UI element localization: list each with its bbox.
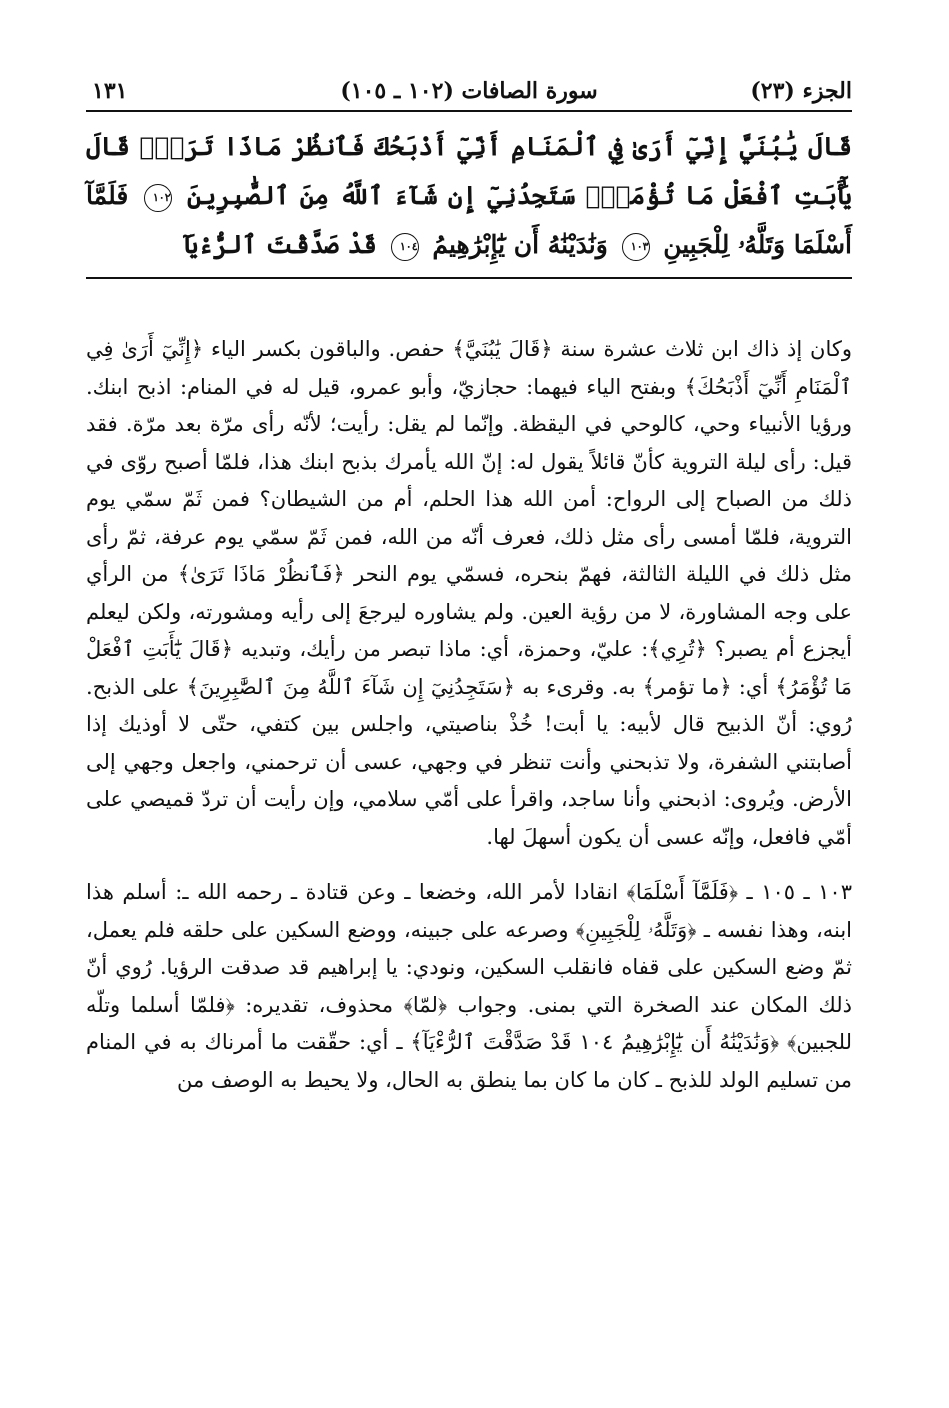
commentary-paragraph: ١٠٣ ـ ١٠٥ ـ ﴿فَلَمَّآ أَسْلَمَا﴾ انقادا لأمر الله، وخضعا ـ وعن قتادة ـ رحمه الله ـ: أسلم هذا ابنه، وهذا نفسه ـ ﴿وَتَلَّهُۥ لِلْجَبِينِ﴾ وصرعه على جبينه، ووضع السكين على حلقه فلم يعمل، ثمّ وضع السكين على قفاه فانقلب السكين، ونودي: يا إبراهيم قد صدقت الرؤيا. رُوي أنّ ذلك المكان عند الصخرة التي بمنى. وجواب ﴿لمّا﴾ محذوف، تقديره: ﴿فلمّا أسلما وتلّه للجبين﴾ ﴿وَنَٰدَيْنَٰهُ أَن يَٰٓإِبْرَٰهِيمُ ١٠٤ قَدْ صَدَّقْتَ ٱلرُّءْيَآ﴾ ـ أي: حقّقت ما أمرناك به في المنام من تسليم الولد للذبح ـ كان ما كان بما ينطق به الحال، ولا يحيط به الوصف من bbox=[86, 880, 852, 1092]
page-number: ١٣١ bbox=[92, 78, 128, 104]
page bbox=[86, 68, 852, 1099]
commentary-paragraph: وكان إذ ذاك ابن ثلاث عشرة سنة ﴿قَالَ يَٰبُنَيَّ﴾ حفص. والباقون بكسر الياء ﴿إِنِّيٓ أَرَىٰ فِي ٱلْمَنَامِ أَنِّيٓ أَذْبَحُكَ﴾ وبفتح الياء فيهما: حجازيّ، وأبو عمرو، قيل له في المنام: اذبح ابنك. ورؤيا الأنبياء وحي، كالوحي في اليقظة. وإنّما لم يقل: رأيت؛ لأنّه رأى مرّة بعد مرّة. فقد قيل: رأى ليلة التروية كأنّ قائلاً يقول له: إنّ الله يأمرك بذبح ابنك هذا، فلمّا أصبح روّى في ذلك من الصباح إلى الرواح: أمن الله هذا الحلم، أم من الشيطان؟ فمن ثَمّ سمّي يوم التروية، فلمّا أمسى رأى مثل ذلك، فعرف أنّه من الله، فمن ثَمّ سمّي يوم عرفة، ثمّ رأى مثل ذلك في الليلة الثالثة، فهمّ بنحره، فسمّي يوم النحر ﴿فَٱنظُرْ مَاذَا تَرَىٰ﴾ من الرأي على وجه المشاورة، لا من رؤية العين. ولم يشاوره ليرجعَ إلى رأيه ومشورته، ولكن ليعلم أيجزع أم يصبر؟ ﴿تُرِي﴾: عليّ، وحمزة، أي: ماذا تبصر من رأيك، وتبديه ﴿قَالَ يَٰٓأَبَتِ ٱفْعَلْ مَا تُؤْمَرُ﴾ أي: ﴿ما تؤمر﴾ به. وقرىء به ﴿سَتَجِدُنِيٓ إِن شَآءَ ٱللَّهُ مِنَ ٱلصَّٰبِرِينَ﴾ على الذبح. رُوي: أنّ الذبيح قال لأبيه: يا أبت! خُذْ بناصيتي، واجلس بين كتفي، حتّى لا أوذيك إذا أصابتني الشفرة، ولا تذبحني وأنت تنظر في وجهي، عسى أن ترحمني، واجعل وجهي إلى الأرض. ويُروى: اذبحني وأنا ساجد، واقرأ على أمّي سلامي، وإن رأيت أن تردّ قميصي على أمّي فافعل، وإنّه عسى أن يكون أسهلَ لها. bbox=[86, 337, 852, 849]
part-label: الجزء (٢٣) bbox=[750, 78, 852, 104]
ayah-number-marker: ١٠٣ bbox=[622, 233, 650, 261]
quran-verse-text: وَنَٰدَيْنَٰهُ أَن يَٰٓإِبْرَٰهِيمُ bbox=[432, 230, 608, 259]
page-header bbox=[86, 68, 852, 112]
commentary-block bbox=[86, 331, 852, 1099]
quran-verses-block bbox=[86, 112, 852, 279]
quran-verse-text: قَالَ يَٰبُنَيَّ إِنِّيٓ أَرَىٰ فِي ٱلْمَنَامِ أَنِّيٓ أَذْبَحُكَ فَٱنظُرْ مَاذَا تَرَىٰۚ قَالَ يَٰٓأَبَتِ ٱفْعَلْ مَا تُؤْمَرُۖ سَتَجِدُنِيٓ إِن شَآءَ ٱللَّهُ مِنَ ٱلصَّٰبِرِينَ bbox=[86, 132, 852, 210]
ayah-number-marker: ١٠٤ bbox=[391, 233, 419, 261]
quran-verse-text: قَدْ صَدَّقْتَ ٱلرُّءْيَآ bbox=[183, 230, 377, 259]
surah-title: سورة الصافات (١٠٢ ـ ١٠٥) bbox=[340, 78, 598, 104]
quran-verse-text: فَلَمَّآ أَسْلَمَا وَتَلَّهُۥ لِلْجَبِينِ bbox=[86, 181, 852, 259]
ayah-number-marker: ١٠٢ bbox=[144, 184, 172, 212]
